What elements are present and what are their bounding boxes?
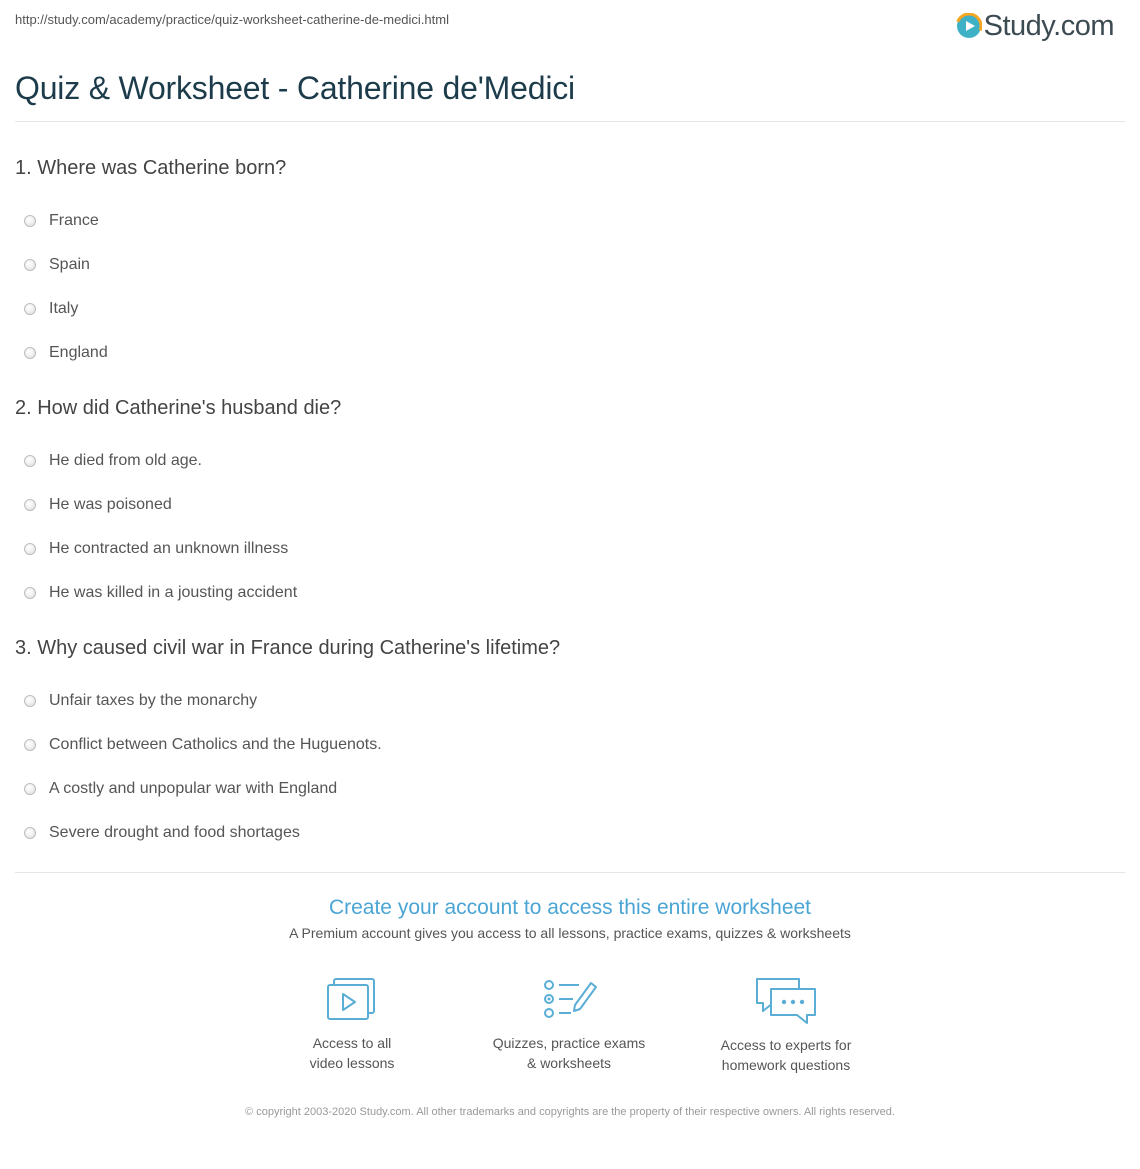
question-text: 1. Where was Catherine born? <box>15 157 287 179</box>
logo-wordmark: Study.com <box>983 9 1114 42</box>
study-logo[interactable] <box>956 6 1114 46</box>
answer-option[interactable] <box>15 243 1125 287</box>
answer-label[interactable]: A costly and unpopular war with England <box>49 780 338 797</box>
answer-option[interactable] <box>15 527 1125 571</box>
answer-label[interactable]: France <box>49 212 99 229</box>
answer-label[interactable]: He was killed in a jousting accident <box>49 584 298 601</box>
answer-option[interactable] <box>15 571 1125 615</box>
radio-button[interactable] <box>24 695 36 707</box>
radio-button[interactable] <box>24 347 36 359</box>
top-bar <box>0 0 1140 56</box>
signup-cta <box>0 893 1140 941</box>
radio-button[interactable] <box>24 303 36 315</box>
radio-button[interactable] <box>24 499 36 511</box>
question-text: 2. How did Catherine's husband die? <box>15 397 342 419</box>
radio-button[interactable] <box>24 827 36 839</box>
answer-option[interactable] <box>15 483 1125 527</box>
play-logo-icon <box>956 13 982 39</box>
answer-option[interactable] <box>15 811 1125 855</box>
answer-label[interactable]: He died from old age. <box>49 452 202 469</box>
quiz-checklist-icon <box>539 975 599 1025</box>
answer-label[interactable]: Unfair taxes by the monarchy <box>49 692 258 709</box>
feature-experts <box>686 975 886 1075</box>
feature-label: Access to experts for homework questions <box>720 1037 852 1073</box>
answer-option[interactable] <box>15 723 1125 767</box>
video-lessons-icon <box>324 975 380 1025</box>
feature-list <box>0 975 1140 1085</box>
radio-button[interactable] <box>24 783 36 795</box>
answer-options <box>15 679 1125 855</box>
page-url[interactable]: http://study.com/academy/practice/quiz-worksheet-catherine-de-medici.html <box>15 12 449 27</box>
answer-label[interactable]: Italy <box>49 300 79 317</box>
answer-option[interactable] <box>15 331 1125 375</box>
radio-button[interactable] <box>24 587 36 599</box>
copyright-text: © copyright 2003-2020 Study.com. All other trademarks and copyrights are the property of their respective owners. All rights reserved. <box>245 1106 895 1118</box>
radio-button[interactable] <box>24 739 36 751</box>
radio-button[interactable] <box>24 259 36 271</box>
answer-label[interactable]: He was poisoned <box>49 496 172 513</box>
question-3 <box>15 635 1125 855</box>
feature-label: Quizzes, practice exams & worksheets <box>492 1035 646 1071</box>
answer-label[interactable]: Conflict between Catholics and the Huguenots. <box>49 736 382 753</box>
question-text: 3. Why caused civil war in France during Catherine's lifetime? <box>15 637 561 659</box>
answer-option[interactable] <box>15 287 1125 331</box>
question-1 <box>15 155 1125 375</box>
feature-video-lessons <box>252 975 452 1073</box>
title-divider <box>15 121 1125 122</box>
feature-quizzes <box>469 975 669 1073</box>
radio-button[interactable] <box>24 543 36 555</box>
question-2 <box>15 395 1125 615</box>
answer-label[interactable]: England <box>49 344 108 361</box>
cta-subtitle: A Premium account gives you access to all lessons, practice exams, quizzes & worksheets <box>289 925 851 941</box>
answer-label[interactable]: Severe drought and food shortages <box>49 824 300 841</box>
answer-option[interactable] <box>15 767 1125 811</box>
answer-options <box>15 199 1125 375</box>
answer-label[interactable]: Spain <box>49 256 90 273</box>
page-title: Quiz & Worksheet - Catherine de'Medici <box>15 70 575 106</box>
radio-button[interactable] <box>24 455 36 467</box>
cta-title-link[interactable]: Create your account to access this entire worksheet <box>328 896 812 919</box>
answer-label[interactable]: He contracted an unknown illness <box>49 540 289 557</box>
answer-option[interactable] <box>15 199 1125 243</box>
answer-option[interactable] <box>15 679 1125 723</box>
radio-button[interactable] <box>24 215 36 227</box>
answer-options <box>15 439 1125 615</box>
section-divider <box>15 872 1125 873</box>
feature-label: Access to all video lessons <box>309 1035 395 1071</box>
answer-option[interactable] <box>15 439 1125 483</box>
chat-bubbles-icon <box>753 975 819 1027</box>
